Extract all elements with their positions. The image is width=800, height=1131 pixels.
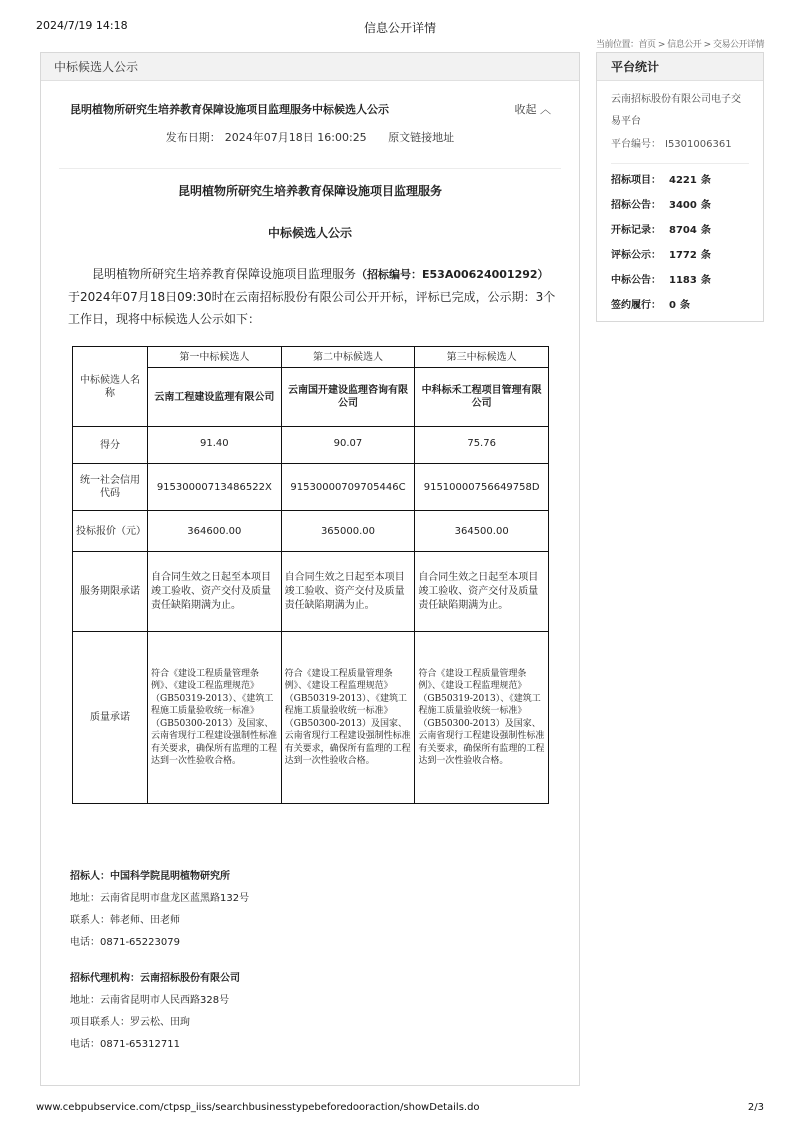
tenderer-contact: 联系人：韩老师、田老师 [70, 915, 180, 926]
tenderer-title: 招标人：中国科学院昆明植物研究所 [70, 871, 230, 882]
table-row [73, 427, 549, 464]
side-body [597, 81, 763, 318]
intro-code: （招标编号：E53A00624001292） [356, 268, 549, 281]
service-second: 自合同生效之日起至本项目竣工验收、资产交付及质量责任缺陷期满为止。 [281, 552, 415, 632]
page-url: www.cebpubservice.com/ctpsp_iiss/searchbusinesstypebeforedooraction/showDetails.do [36, 1102, 480, 1113]
label-quality: 质量承诺 [73, 632, 148, 804]
stat-label: 开标记录： [611, 225, 661, 236]
print-datetime: 2024/7/19 14:18 [36, 19, 128, 32]
publish-meta [41, 129, 579, 145]
source-link[interactable]: 原文链接地址 [388, 131, 455, 144]
stat-label: 评标公示： [611, 250, 661, 261]
notice-title: 昆明植物所研究生培养教育保障设施项目监理服务中标候选人公示 [70, 103, 389, 116]
quality-first: 符合《建设工程质量管理条例》、《建设工程监理规范》（GB50319-2013）、《建筑工程施工质量验收统一标准》（GB50300-2013）及国家、云南省现行工程建设强制性标准有关要求，确保所有监理的工程达到一次性验收合格。 [148, 632, 282, 804]
agency-address: 地址：云南省昆明市人民西路328号 [70, 995, 230, 1006]
header-third: 第三中标候选人 [415, 347, 549, 368]
stat-unit: 条 [700, 175, 711, 186]
intro-project: 昆明植物所研究生培养教育保障设施项目监理服务 [92, 267, 357, 281]
stat-label: 招标公告： [611, 200, 661, 211]
quality-second: 符合《建设工程质量管理条例》、《建设工程监理规范》（GB50319-2013）、《建筑工程施工质量验收统一标准》（GB50300-2013）及国家、云南省现行工程建设强制性标准有关要求，确保所有监理的工程达到一次性验收合格。 [281, 632, 415, 804]
stat-unit: 条 [700, 275, 711, 286]
doc-subtitle: 中标候选人公示 [267, 226, 352, 240]
quality-third: 符合《建设工程质量管理条例》、《建设工程监理规范》（GB50319-2013）、《建筑工程施工质量验收统一标准》（GB50300-2013）及国家、云南省现行工程建设强制性标准有关要求，确保所有监理的工程达到一次性验收合格。 [415, 632, 549, 804]
company-first: 云南工程建设监理有限公司 [148, 368, 282, 427]
stat-value: 4221 [669, 175, 697, 186]
print-page-title: 信息公开详情 [363, 21, 436, 35]
table-row [73, 632, 549, 804]
label-score: 得分 [73, 427, 148, 464]
platform-stats-panel [596, 52, 764, 322]
header-second: 第二中标候选人 [281, 347, 415, 368]
price-third: 364500.00 [415, 511, 549, 552]
publish-date: 2024年07月18日 16:00:25 [224, 131, 367, 144]
candidate-table [72, 346, 549, 804]
platform-code-value: I5301006361 [665, 139, 732, 150]
platform-code-label: 平台编号： [611, 139, 661, 150]
price-first: 364600.00 [148, 511, 282, 552]
stat-unit: 条 [700, 250, 711, 261]
label-candidate: 中标候选人名称 [73, 347, 148, 427]
table-row [73, 347, 549, 368]
divider [59, 168, 561, 169]
tenderer-address: 地址：云南省昆明市盘龙区蓝黑路132号 [70, 893, 250, 904]
stat-value: 8704 [669, 225, 697, 236]
platform-name: 云南招标股份有限公司电子交易平台 [611, 94, 741, 127]
breadcrumb: 当前位置：首页 > 信息公开 > 交易公开详情 [595, 40, 764, 50]
stat-value: 3400 [669, 200, 697, 211]
stat-row [611, 268, 749, 293]
notice-panel [40, 52, 580, 1086]
collapse-button[interactable]: 收起 ︿ [514, 103, 551, 116]
credit-first: 91530000713486522X [148, 464, 282, 511]
side-title: 平台统计 [597, 53, 763, 81]
tenderer-info [70, 866, 249, 954]
table-row [73, 464, 549, 511]
tenderer-phone: 电话：0871-65223079 [70, 937, 180, 948]
price-second: 365000.00 [281, 511, 415, 552]
label-price: 投标报价（元） [73, 511, 148, 552]
publish-label: 发布日期： [165, 131, 221, 144]
label-service: 服务期限承诺 [73, 552, 148, 632]
stat-row [611, 193, 749, 218]
platform-code [611, 134, 749, 156]
score-third: 75.76 [415, 427, 549, 464]
divider [611, 163, 749, 164]
company-third: 中科标禾工程项目管理有限公司 [415, 368, 549, 427]
company-second: 云南国开建设监理咨询有限公司 [281, 368, 415, 427]
stat-value: 1772 [669, 250, 697, 261]
score-second: 90.07 [281, 427, 415, 464]
stats-list [611, 168, 749, 318]
table-row [73, 552, 549, 632]
credit-third: 91510000756649758D [415, 464, 549, 511]
agency-phone: 电话：0871-65312711 [70, 1039, 180, 1050]
intro-paragraph [68, 263, 558, 330]
stat-value: 0 [669, 300, 676, 311]
stat-label: 签约履行： [611, 300, 661, 311]
service-third: 自合同生效之日起至本项目竣工验收、资产交付及质量责任缺陷期满为止。 [415, 552, 549, 632]
doc-title: 昆明植物所研究生培养教育保障设施项目监理服务 [177, 184, 442, 198]
page-number: 2/3 [747, 1102, 764, 1113]
stat-row [611, 218, 749, 243]
credit-second: 91530000709705446C [281, 464, 415, 511]
agency-info [70, 968, 240, 1056]
stat-unit: 条 [679, 300, 690, 311]
stat-label: 招标项目： [611, 175, 661, 186]
stat-row [611, 243, 749, 268]
stat-row [611, 168, 749, 193]
label-credit: 统一社会信用代码 [73, 464, 148, 511]
agency-title: 招标代理机构：云南招标股份有限公司 [70, 973, 240, 984]
stat-label: 中标公告： [611, 275, 661, 286]
print-header [36, 19, 764, 50]
stat-row [611, 293, 749, 318]
stat-unit: 条 [700, 200, 711, 211]
intro-text: 于2024年07月18日09:30时在云南招标股份有限公司公开开标，评标已完成，公示期：3个工作日，现将中标候选人公示如下： [68, 290, 556, 326]
table-row [73, 511, 549, 552]
stat-unit: 条 [700, 225, 711, 236]
agency-contact: 项目联系人：罗云松、田珣 [70, 1017, 190, 1028]
stat-value: 1183 [669, 275, 697, 286]
header-first: 第一中标候选人 [148, 347, 282, 368]
service-first: 自合同生效之日起至本项目竣工验收、资产交付及质量责任缺陷期满为止。 [148, 552, 282, 632]
score-first: 91.40 [148, 427, 282, 464]
section-title: 中标候选人公示 [41, 53, 579, 81]
